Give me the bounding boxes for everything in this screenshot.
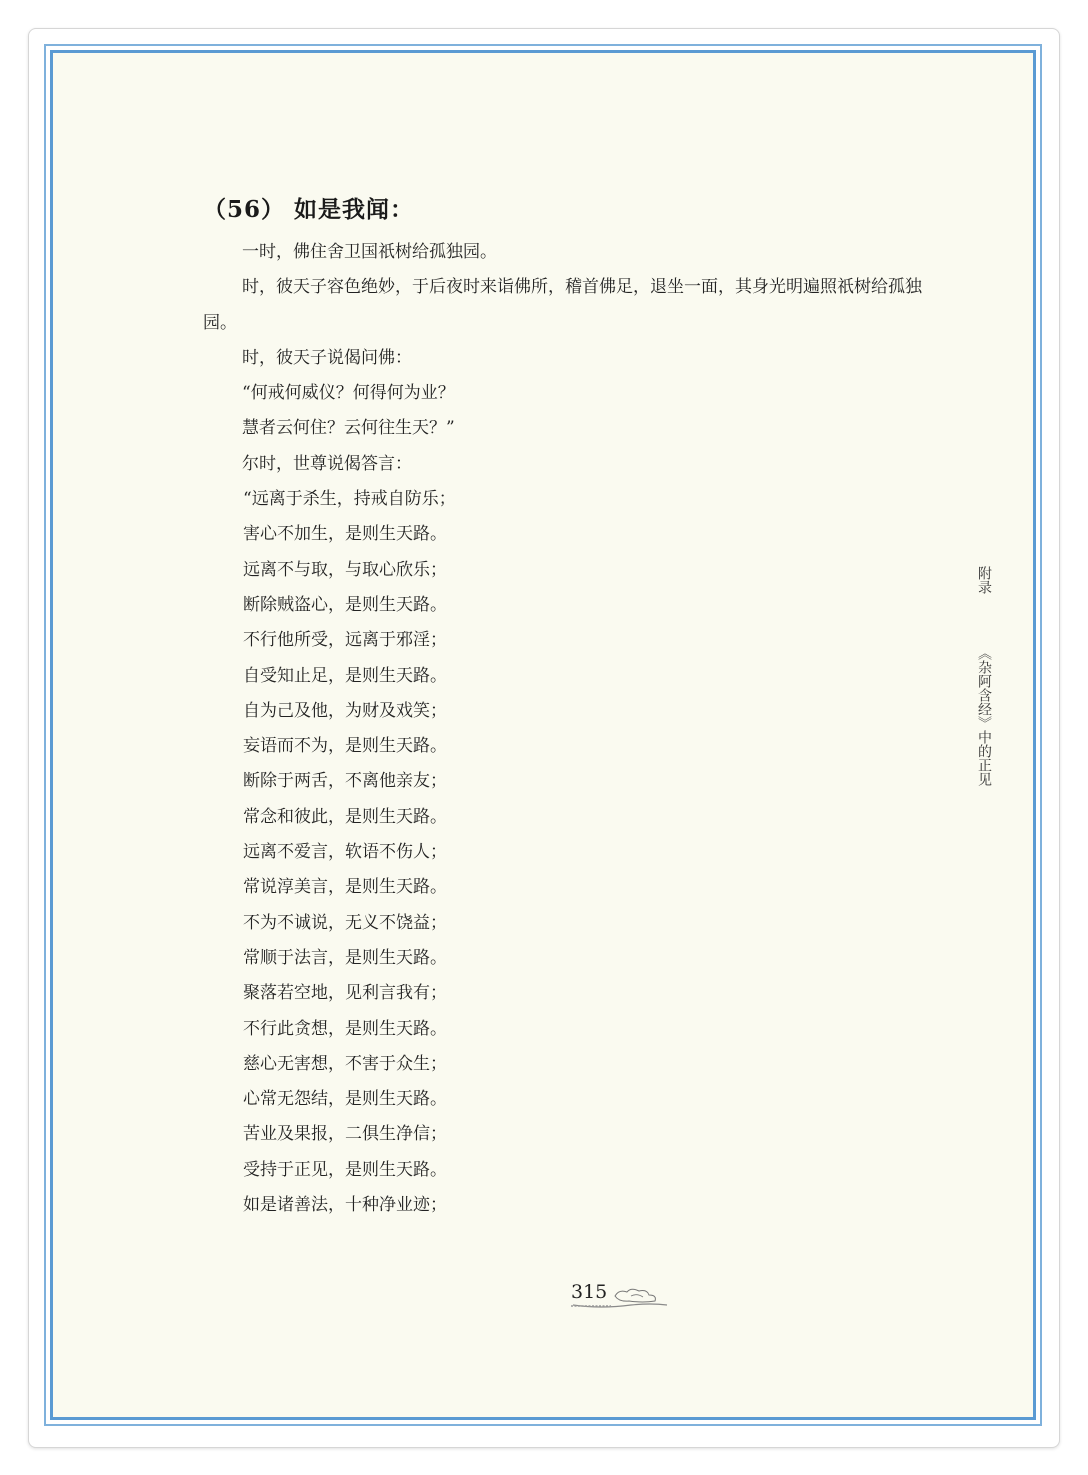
paragraph: 尔时，世尊说偈答言： [242, 453, 412, 474]
verse-line: 自为己及他，为财及戏笑； [243, 700, 447, 721]
running-head [969, 531, 993, 821]
verse-line: 常说淳美言，是则生天路。 [243, 877, 447, 898]
paragraph: 时，彼天子说偈问佛： [242, 347, 412, 368]
verse-line: 不行此贪想，是则生天路。 [243, 1018, 447, 1039]
verse-line: 妄语而不为，是则生天路。 [243, 736, 447, 757]
page-frame [44, 44, 1042, 1426]
verse-line: 心常无怨结，是则生天路。 [243, 1089, 447, 1110]
paragraph: “何戒何威仪？何得何为业？ [242, 383, 455, 404]
body-text [203, 235, 931, 1223]
paragraph: 慧者云何住？云何往生天？” [242, 418, 455, 439]
running-head-part1: 附录 [976, 566, 992, 594]
paragraph: 一时，佛住舍卫国祇树给孤独园。 [242, 242, 497, 262]
verse-line: 害心不加生，是则生天路。 [243, 524, 447, 545]
verse-line: 苦业及果报，二俱生净信； [243, 1124, 447, 1145]
verse-line: 不为不诚说，无义不饶益； [243, 912, 447, 933]
verse-line: 自受知止足，是则生天路。 [243, 665, 447, 686]
verse-line: 受持于正见，是则生天路。 [243, 1159, 447, 1180]
verse-line: “远离于杀生，持戒自防乐； [243, 489, 456, 510]
verse-line: 慈心无害想，不害于众生； [243, 1053, 447, 1074]
section-heading: （56） 如是我闻： [203, 196, 415, 223]
page-paper [50, 50, 1036, 1420]
verse-line: 常顺于法言，是则生天路。 [243, 947, 447, 968]
verse-line: 如是诸善法，十种净业迹； [243, 1195, 447, 1216]
verse-line: 断除贼盗心，是则生天路。 [243, 594, 447, 615]
verse-line: 断除于两舌，不离他亲友； [243, 771, 447, 792]
page-footer [571, 1281, 671, 1311]
verse-line: 远离不爱言，软语不伤人； [243, 842, 447, 863]
page-number: 315 [571, 1281, 608, 1303]
running-head-part2: 《杂阿含经》中的正见 [976, 646, 992, 786]
verse-line: 聚落若空地，见利言我有； [243, 983, 447, 1004]
verse-line: 不行他所受，远离于邪淫； [243, 630, 447, 651]
paragraph: 时，彼天子容色绝妙，于后夜时来诣佛所，稽首佛足，退坐一面，其身光明遍照祇树给孤独园。 [203, 277, 922, 333]
verse-line: 远离不与取，与取心欣乐； [243, 559, 447, 580]
verse-line: 常念和彼此，是则生天路。 [243, 806, 447, 827]
